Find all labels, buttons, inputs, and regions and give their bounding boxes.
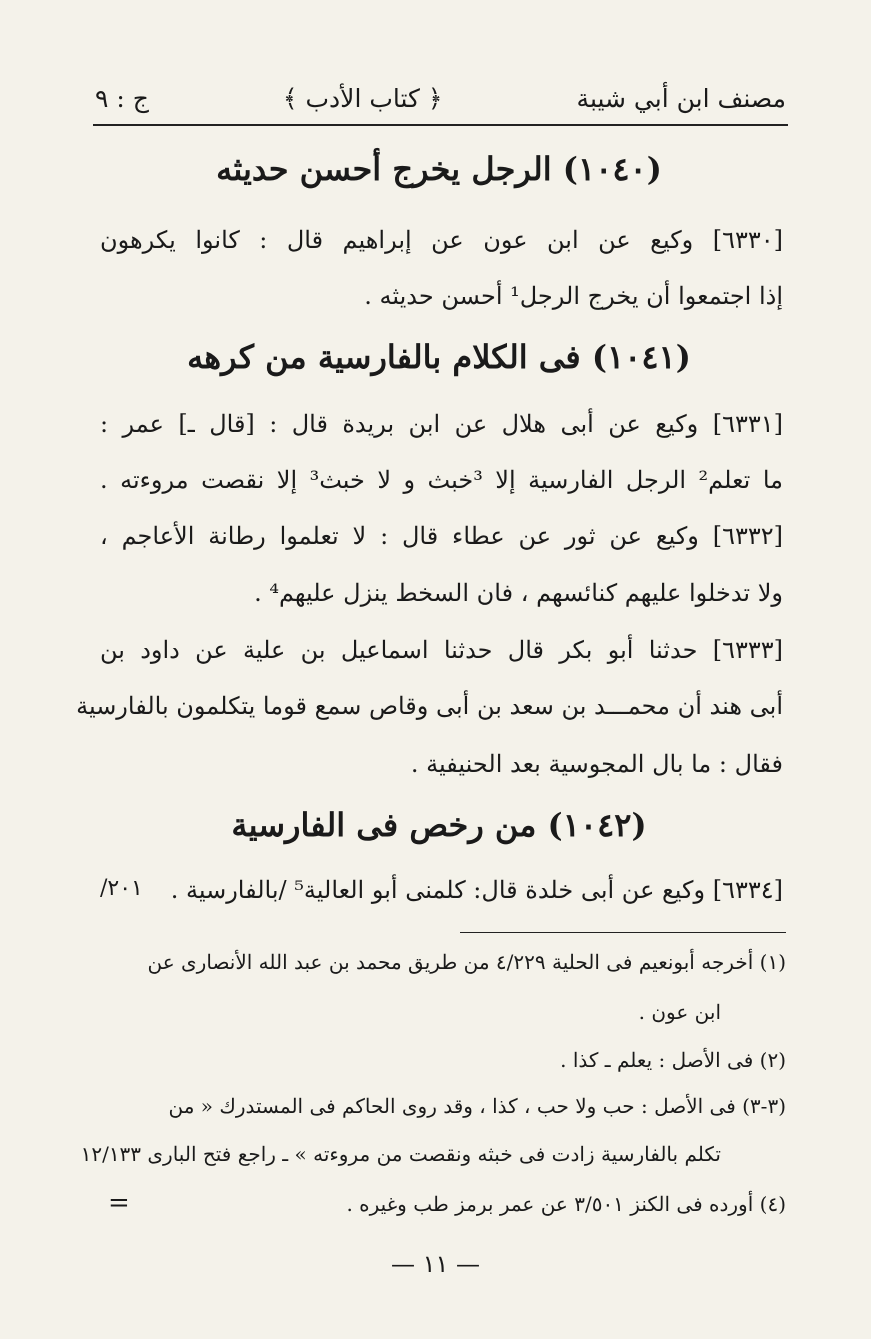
chapter-heading-1042: (١٠٤٢) من رخص فى الفارسية [231,806,647,844]
footnote-2: (٢) فى الأصل : يعلم ـ كذا . [560,1048,786,1072]
text-line: [٦٣٣٢] وكيع عن ثور عن عطاء قال : لا تعلموا رطانة الأعاجم ، [100,522,783,550]
book-title: مصنف ابن أبي شيبة [576,83,786,113]
footnote-1-cont: ابن عون . [638,1000,721,1024]
continuation-mark: = [108,1188,130,1218]
text-line: إذا اجتمعوا أن يخرج الرجل¹ أحسن حديثه . [364,282,783,310]
text-line: أبى هند أن محمـــد بن سعد بن أبى وقاص سمع قوما يتكلمون بالفارسية [76,692,783,720]
text-line: ولا تدخلوا عليهم كنائسهم ، فان السخط ينزل عليهم⁴ . [254,579,783,607]
footnote-3-cont: تكلم بالفارسية زادت فى خبثه ونقصت من مروءته » ـ راجع فتح البارى ١٢/١٣٣ [80,1142,721,1166]
text-line: فقال : ما بال المجوسية بعد الحنيفية . [410,750,783,778]
volume-number: ج : ٩ [95,83,149,113]
footnote-1: (١) أخرجه أبونعيم فى الحلية ٤/٢٢٩ من طريق محمد بن عبد الله الأنصارى عن [147,950,786,974]
footnote-3: (٣-٣) فى الأصل : حب ولا حب ، كذا ، وقد روى الحاكم فى المستدرك « من [168,1094,786,1118]
text-line: [٦٣٣٣] حدثنا أبو بكر قال حدثنا اسماعيل بن علية عن داود بن [100,636,783,664]
footnote-4: (٤) أورده فى الكنز ٣/٥٠١ عن عمر برمز طب وغيره . [346,1192,786,1216]
page-header [95,78,786,118]
text-line: [٦٣٣٠] وكيع عن ابن عون عن إبراهيم قال : كانوا يكرهون [100,226,783,254]
text-line: [٦٣٣٤] وكيع عن أبى خلدة قال: كلمنى أبو العالية⁵ /بالفارسية . [170,876,783,904]
chapter-heading-1041: (١٠٤١) فى الكلام بالفارسية من كرهه [187,338,691,376]
chapter-heading-1040: (١٠٤٠) الرجل يخرج أحسن حديثه [216,150,662,188]
text-line: ما تعلم² الرجل الفارسية إلا ³خبث و لا خبث³ إلا نقصت مروءته . [100,466,783,494]
section-title: ﴿ كتاب الأدب ﴾ [282,83,443,113]
header-rule [93,124,788,126]
margin-reference: ٢٠١/ [100,876,143,901]
text-line: [٦٣٣١] وكيع عن أبى هلال عن ابن بريدة قال : [قال ـ] عمر : [100,410,783,438]
page-number: — ١١ — [390,1250,481,1278]
footnote-rule [460,932,786,933]
